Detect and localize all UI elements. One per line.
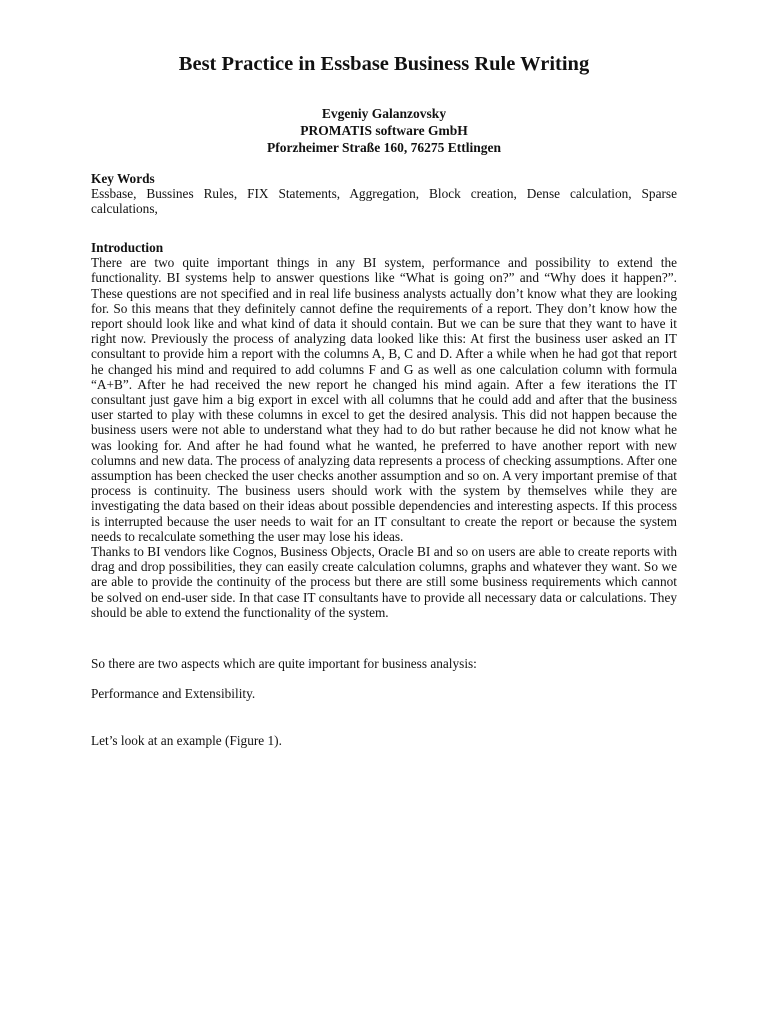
author-block: [91, 105, 677, 156]
keywords-heading: Key Words: [91, 171, 155, 186]
aspects-list: Performance and Extensibility.: [91, 686, 256, 701]
introduction-heading: Introduction: [91, 240, 164, 255]
introduction-paragraph-1: There are two quite important things in any BI system, performance and possibility to extend the functionality. BI systems help to answer questions like “What is going on?” and “Why does it happen?”. These questions are not specified and in real life business analysts actually don’t know what they are looking for. So this means that they definitely cannot define the requirements of a report. They don’t know how the report should look like and what kind of data it should contain. But we can be sure that they want to have it right now. Previously the process of analyzing data looked like this: At first the business user asked an IT consultant to provide him a report with the columns A, B, C and D. After a while when he had got that report he changed his mind and required to add columns F and G as well as one calculation column with formula “A+B”. After he had received the new report he changed his mind again. After a few iterations the IT consultant just gave him a big export in excel with all columns that he could add and after that the business user started to play with these columns in excel to get the desired analysis. This did not happen because the business users were not able to understand what they had to do but rather because he did not know what he was looking for. And after he had found what he wanted, he preferred to have another report with new columns and new data. The process of analyzing data represents a process of checking assumptions. After one assumption has been checked the user checks another assumption and so on. A very important premise of that process is continuity. The business users should work with the system by themselves while they are investigating the data based on their ideas about possible dependencies and interesting aspects. If this process is interrupted because the user needs to wait for an IT consultant to create the report or because the system needs to recalculate something the user may lose his ideas.: [91, 255, 677, 544]
company-address: Pforzheimer Straße 160, 76275 Ettlingen: [266, 140, 502, 155]
document-title: Best Practice in Essbase Business Rule Writing: [178, 53, 590, 75]
introduction-paragraph-2: Thanks to BI vendors like Cognos, Business Objects, Oracle BI and so on users are able to create reports with drag and drop possibilities, they can easily create calculation columns, graphs and whatever they want. So we are able to provide the continuity of the process but there are still some business requirements which cannot be solved on end-user side. In that case IT consultants have to provide all necessary data or calculations. They should be able to extend the functionality of the system.: [91, 544, 677, 620]
example-line: Let’s look at an example (Figure 1).: [91, 733, 282, 748]
author-name: Evgeniy Galanzovsky: [321, 106, 447, 121]
aspects-line: So there are two aspects which are quite important for business analysis:: [91, 656, 477, 671]
keywords-section: [91, 171, 677, 217]
company-name: PROMATIS software GmbH: [300, 123, 468, 138]
keywords-text: Essbase, Bussines Rules, FIX Statements, Aggregation, Block creation, Dense calculation, Sparse calculations,: [91, 186, 677, 217]
introduction-section: [91, 240, 677, 620]
